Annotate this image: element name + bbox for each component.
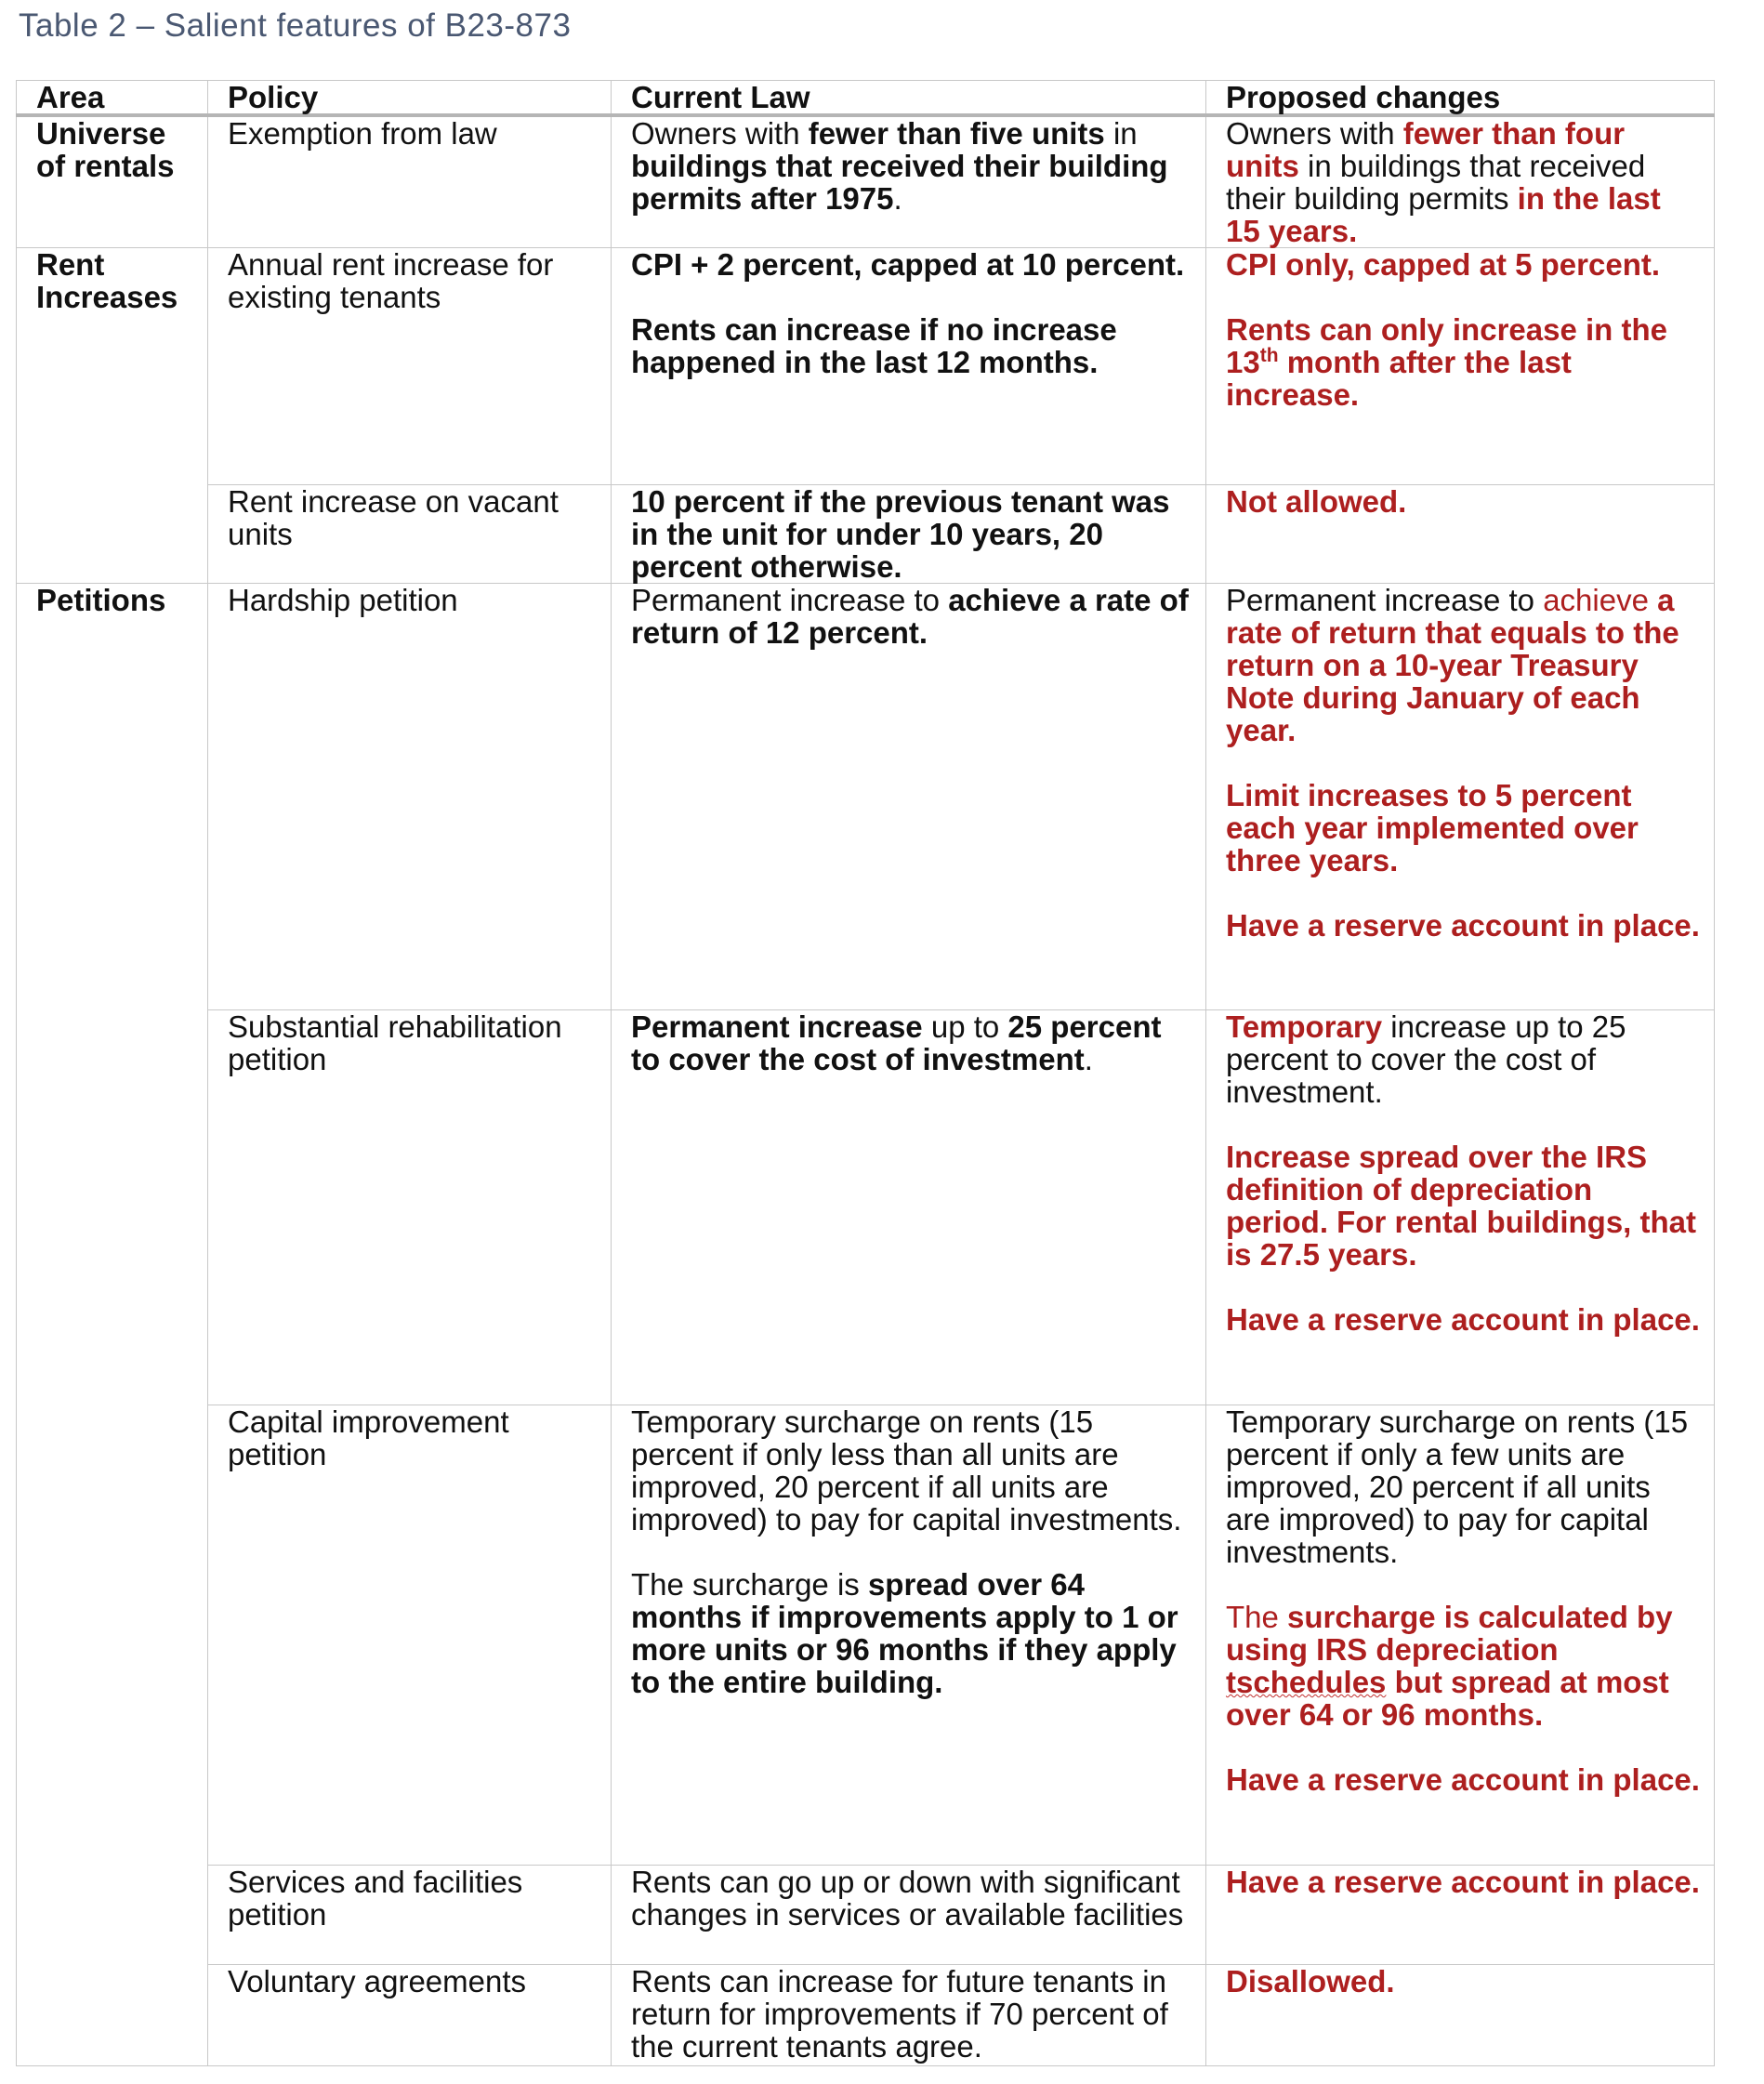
proposed-change-cell: Disallowed. [1206, 1965, 1715, 2066]
header-area: Area [17, 81, 208, 116]
table-row [17, 1010, 1715, 1405]
policy-cell: Rent increase on vacant units [208, 485, 612, 584]
current-law-cell: Temporary surcharge on rents (15 percent if only less than all units are improved, 20 percent if all units are improved) to pay for capital investments. The surcharge is spread over 64 months if improvements apply to 1 or more units or 96 months if they apply to the entire building. [612, 1405, 1206, 1866]
area-cell: Petitions [17, 584, 208, 2066]
header-proposed-changes: Proposed changes [1206, 81, 1715, 116]
table-row [17, 248, 1715, 485]
policy-cell: Hardship petition [208, 584, 612, 1010]
policy-cell: Substantial rehabilitation petition [208, 1010, 612, 1405]
table-row [17, 1965, 1715, 2066]
spellcheck-underline: tschedules [1226, 1665, 1387, 1699]
table-row [17, 1866, 1715, 1965]
policy-cell: Annual rent increase for existing tenants [208, 248, 612, 485]
proposed-change-cell: Have a reserve account in place. [1206, 1866, 1715, 1965]
proposed-change-cell: Temporary increase up to 25 percent to cover the cost of investment. Increase spread over the IRS definition of depreciation period. For rental buildings, that is 27.5 years. Have a reserve account in place. [1206, 1010, 1715, 1405]
area-cell: Rent Increases [17, 248, 208, 584]
table-row [17, 485, 1715, 584]
header-row [17, 81, 1715, 116]
table-caption: Table 2 – Salient features of B23-873 [19, 7, 572, 44]
table-row [17, 584, 1715, 1010]
current-law-cell: 10 percent if the previous tenant was in the unit for under 10 years, 20 percent otherwise. [612, 485, 1206, 584]
policy-cell: Voluntary agreements [208, 1965, 612, 2066]
proposed-change-cell: CPI only, capped at 5 percent. Rents can only increase in the 13th month after the last increase. [1206, 248, 1715, 485]
current-law-cell: Rents can go up or down with significant changes in services or available facilities [612, 1866, 1206, 1965]
features-table [16, 80, 1715, 2066]
policy-cell: Services and facilities petition [208, 1866, 612, 1965]
current-law-cell: Permanent increase to achieve a rate of return of 12 percent. [612, 584, 1206, 1010]
current-law-cell: Permanent increase up to 25 percent to cover the cost of investment. [612, 1010, 1206, 1405]
current-law-cell: Rents can increase for future tenants in return for improvements if 70 percent of the current tenants agree. [612, 1965, 1206, 2066]
proposed-change-cell: Owners with fewer than four units in buildings that received their building permits in the last 15 years. [1206, 115, 1715, 248]
table-row [17, 115, 1715, 248]
proposed-change-cell: Not allowed. [1206, 485, 1715, 584]
current-law-cell: CPI + 2 percent, capped at 10 percent. Rents can increase if no increase happened in the last 12 months. [612, 248, 1206, 485]
current-law-cell: Owners with fewer than five units in buildings that received their building permits after 1975. [612, 115, 1206, 248]
header-current-law: Current Law [612, 81, 1206, 116]
policy-cell: Capital improvement petition [208, 1405, 612, 1866]
proposed-change-cell: Temporary surcharge on rents (15 percent if only a few units are improved, 20 percent if all units are improved) to pay for capital investments. The surcharge is calculated by using IRS depreciation tschedules but spread at most over 64 or 96 months. Have a reserve account in place. [1206, 1405, 1715, 1866]
proposed-change-cell: Permanent increase to achieve a rate of return that equals to the return on a 10-year Treasury Note during January of each year. Limit increases to 5 percent each year implemented over three years. Have a reserve account in place. [1206, 584, 1715, 1010]
table-row [17, 1405, 1715, 1866]
policy-cell: Exemption from law [208, 115, 612, 248]
header-policy: Policy [208, 81, 612, 116]
area-cell: Universe of rentals [17, 115, 208, 248]
